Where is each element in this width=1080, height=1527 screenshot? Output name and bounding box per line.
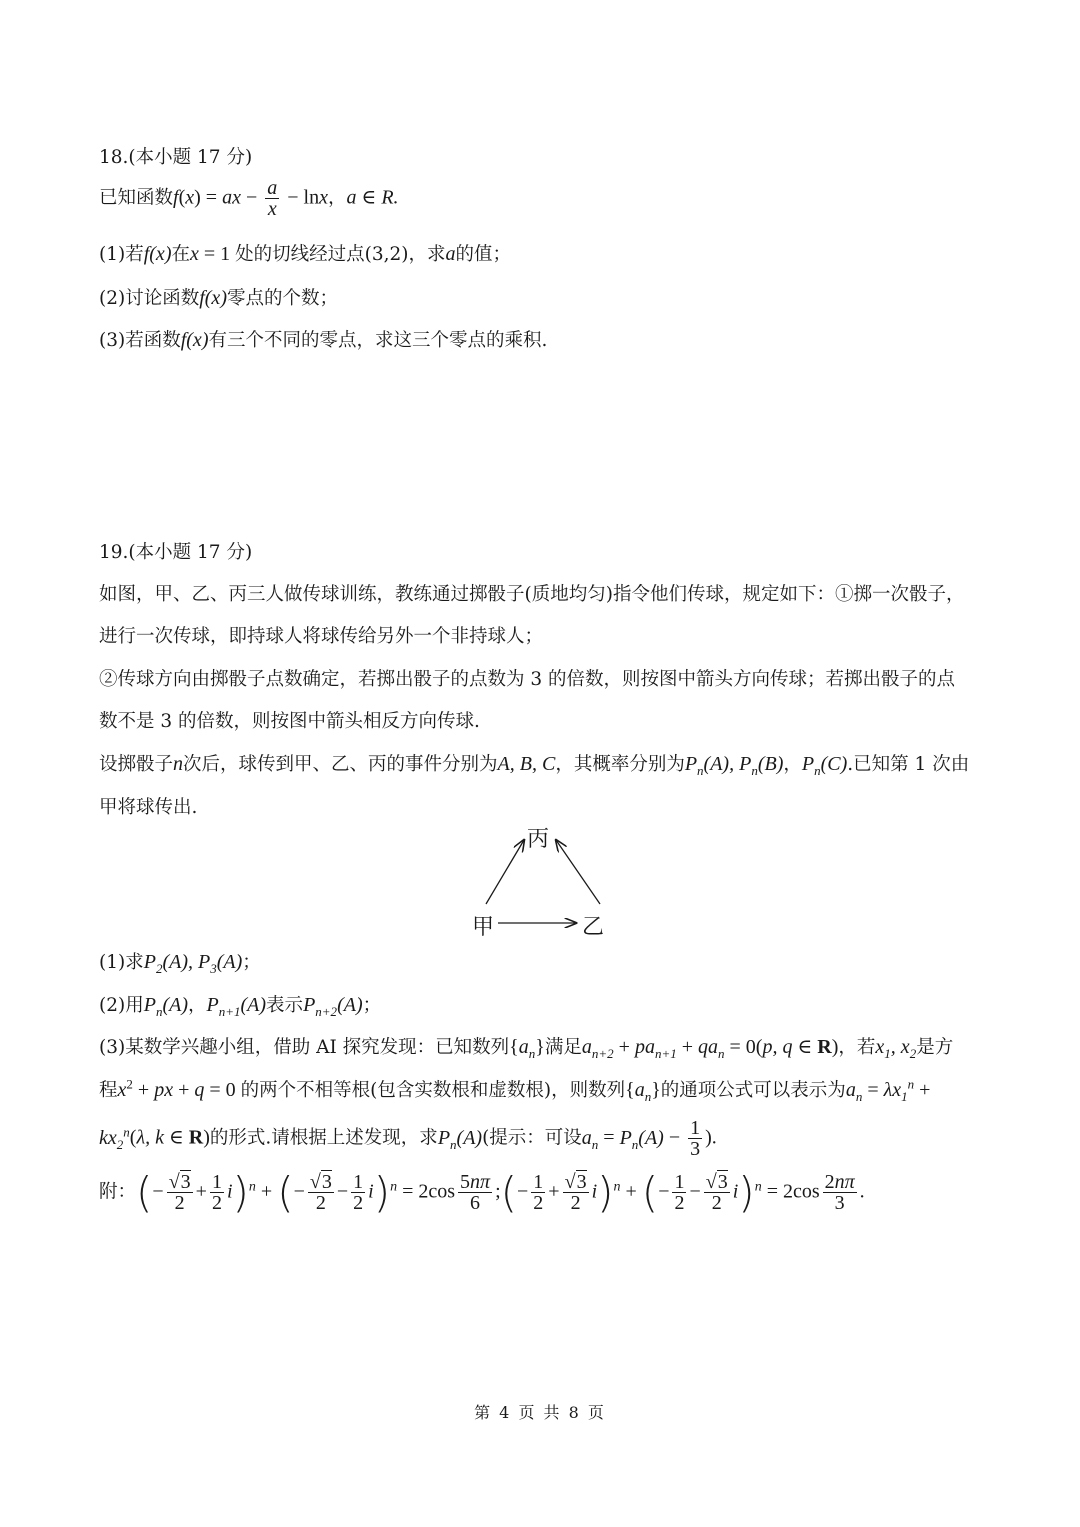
q19-text-line6: 甲将球传出.	[99, 797, 198, 818]
q19-text-line5: 设掷骰子n次后，球传到甲、乙、丙的事件分别为A, B, C，其概率分别为$P_n(A)$, $P_n(B)$，$P_n(C)$.已知第 1 次由	[99, 753, 970, 778]
label-jia: 甲	[472, 915, 495, 940]
pass-direction-diagram	[468, 818, 618, 940]
arrow-jia-to-bing	[486, 840, 524, 904]
q19-part2: (2)用$P_n(A)$，$P_{n+1}(A)$表示$P_{n+2}(A)$；	[99, 994, 382, 1019]
q18-part2: (2)讨论函数f(x)零点的个数；	[99, 287, 338, 309]
q18-header: 18.(本小题 17 分)	[99, 147, 253, 168]
q18-function-definition: 已知函数f(x) = ax − $\frac{a}{x}$ − lnx，a ∈ R.	[99, 177, 399, 220]
q19-part3-line2: 程$x^2$ + px + q = 0 的两个不相等根(包含实数根和虚数根)，则数列$\{a_n\}$的通项公式可以表示为$a_n = \lambda x_1^n$ +	[99, 1076, 931, 1104]
q19-appendix-formula: 附：(− $\frac{√3}{2}$ + $\frac{1}{2}$ i)$^n$ + (− $\frac{√3}{2}$ − $\frac{1}{2}$ i)$^n$ = 2cos $\frac{5n\pi}{6}$ ;(− $\frac{1}{2}$ + $\frac{√3}{2}$ i)$^n$ + (− $\frac{1}{2}$ − $\frac{√3}{2}$ i)$^n$ = 2cos $\frac{2n\pi}{3}$ .	[99, 1168, 865, 1217]
label-bing: 丙	[527, 827, 550, 852]
arrow-yi-to-bing	[556, 840, 600, 904]
q19-text-line4: 数不是 3 的倍数，则按图中箭头相反方向传球.	[99, 711, 480, 732]
q19-text-line2: 进行一次传球，即持球人将球传给另外一个非持球人；	[99, 626, 544, 647]
page-footer: 第 4 页 共 8 页	[474, 1403, 606, 1422]
q19-part1: (1)求$P_2(A)$, $P_3(A)$；	[99, 951, 261, 976]
q18-part3: (3)若函数f(x)有三个不同的零点，求这三个零点的乘积.	[99, 329, 548, 351]
q19-header: 19.(本小题 17 分)	[99, 542, 253, 563]
q19-text-line1: 如图，甲、乙、丙三人做传球训练，教练通过掷骰子(质地均匀)指令他们传球，规定如下：①掷一次骰子，	[99, 584, 965, 605]
q19-part3-line1: (3)某数学兴趣小组，借助 AI 探究发现：已知数列$\{a_n\}$满足$a_{n+2} + pa_{n+1} + qa_n = 0(p$, q ∈ R)，若$x_1$, $x_2$是方	[99, 1036, 954, 1061]
q18-part1: (1)若f(x)在x = 1 处的切线经过点(3,2)，求a的值；	[99, 243, 512, 265]
q19-text-line3: ②传球方向由掷骰子点数确定，若掷出骰子的点数为 3 的倍数，则按图中箭头方向传球；若掷出骰子的点	[99, 669, 956, 690]
q19-part3-line3: $kx_2^n(\lambda$, k ∈ R)的形式.请根据上述发现，求$P_n(A)$(提示：可设$a_n = P_n(A)$ − $\frac{1}{3}$ ).	[99, 1117, 717, 1160]
label-yi: 乙	[582, 915, 605, 940]
